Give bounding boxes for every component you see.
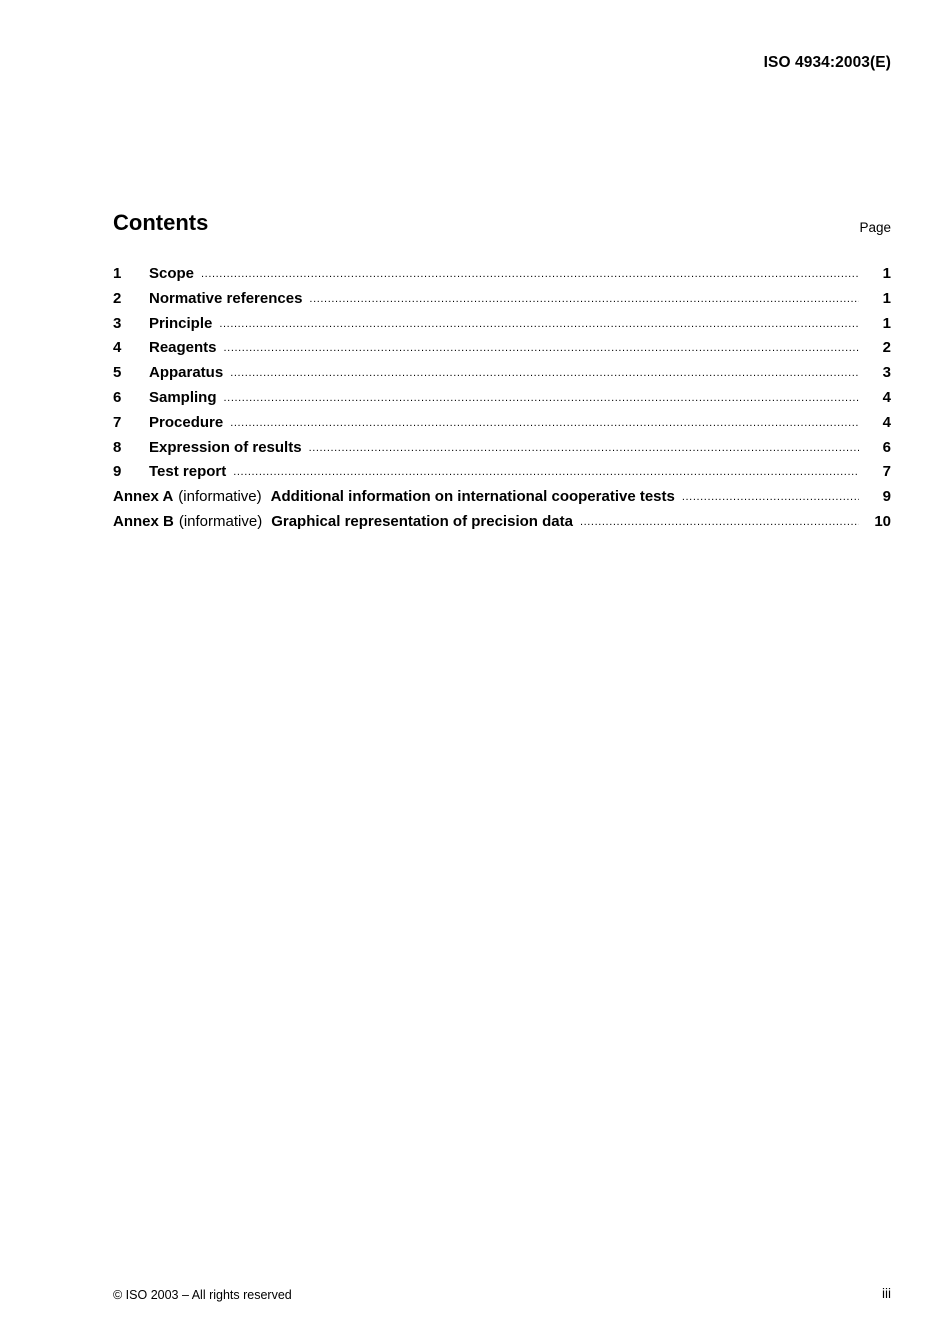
- toc-entry-page: 10: [874, 512, 891, 530]
- table-of-contents: [113, 265, 891, 538]
- page-column-label: Page: [859, 220, 891, 235]
- toc-entry-number: 4: [113, 339, 122, 357]
- toc-entry-title: Procedure: [149, 413, 224, 431]
- toc-entry-page: 3: [882, 364, 891, 382]
- toc-entry-title: Graphical representation of precision data: [271, 512, 573, 530]
- toc-leader: [201, 264, 859, 281]
- toc-leader: [309, 438, 859, 455]
- toc-annex-entry[interactable]: [113, 488, 891, 513]
- toc-entry-number: 8: [113, 438, 122, 456]
- toc-entry[interactable]: [113, 315, 891, 340]
- toc-leader: [580, 512, 859, 529]
- toc-entry-title: Expression of results: [149, 438, 302, 456]
- toc-leader: [219, 314, 859, 331]
- annex-label: Annex A: [113, 488, 174, 506]
- toc-entry-number: 2: [113, 289, 122, 307]
- toc-leader: [233, 462, 859, 479]
- toc-entry[interactable]: [113, 414, 891, 439]
- toc-entry[interactable]: [113, 439, 891, 464]
- toc-leader: [309, 289, 859, 306]
- toc-entry-number: 7: [113, 413, 122, 431]
- toc-entry-page: 9: [882, 488, 891, 506]
- annex-type: (informative): [178, 488, 262, 506]
- contents-header: [113, 210, 891, 240]
- toc-entry-title: Sampling: [149, 388, 217, 406]
- toc-entry-title: Normative references: [149, 289, 303, 307]
- footer-copyright: © ISO 2003 – All rights reserved: [113, 1288, 292, 1302]
- toc-entry-number: 9: [113, 463, 122, 481]
- toc-entry-page: 2: [882, 339, 891, 357]
- toc-entry[interactable]: [113, 389, 891, 414]
- toc-leader: [230, 363, 859, 380]
- toc-entry-page: 1: [882, 289, 891, 307]
- toc-annex-entry[interactable]: [113, 513, 891, 538]
- annex-label: Annex B: [113, 512, 174, 530]
- toc-entry-title: Test report: [149, 463, 227, 481]
- toc-entry[interactable]: [113, 339, 891, 364]
- toc-entry[interactable]: [113, 364, 891, 389]
- toc-entry-title: Apparatus: [149, 364, 224, 382]
- toc-entry-number: 3: [113, 314, 122, 332]
- toc-entry-title: Reagents: [149, 339, 217, 357]
- toc-leader: [682, 487, 859, 504]
- toc-entry-number: 6: [113, 388, 122, 406]
- toc-entry-page: 7: [882, 463, 891, 481]
- toc-entry-page: 6: [882, 438, 891, 456]
- toc-leader: [224, 338, 859, 355]
- toc-entry-number: 5: [113, 364, 122, 382]
- footer-page-number: iii: [882, 1286, 891, 1301]
- toc-leader: [230, 413, 859, 430]
- toc-entry-page: 4: [882, 413, 891, 431]
- contents-title: Contents: [113, 210, 209, 235]
- toc-entry-title: Additional information on international cooperative tests: [270, 488, 675, 506]
- toc-entry-number: 1: [113, 265, 122, 282]
- toc-entry[interactable]: [113, 290, 891, 315]
- toc-entry-title: Scope: [149, 265, 195, 282]
- toc-entry[interactable]: [113, 463, 891, 488]
- toc-entry-page: 4: [882, 388, 891, 406]
- toc-entry[interactable]: [113, 265, 891, 290]
- toc-entry-title: Principle: [149, 314, 213, 332]
- annex-type: (informative): [178, 512, 263, 530]
- toc-entry-page: 1: [882, 314, 891, 332]
- toc-leader: [224, 388, 859, 405]
- document-id: ISO 4934:2003(E): [763, 54, 891, 71]
- toc-entry-page: 1: [882, 265, 891, 282]
